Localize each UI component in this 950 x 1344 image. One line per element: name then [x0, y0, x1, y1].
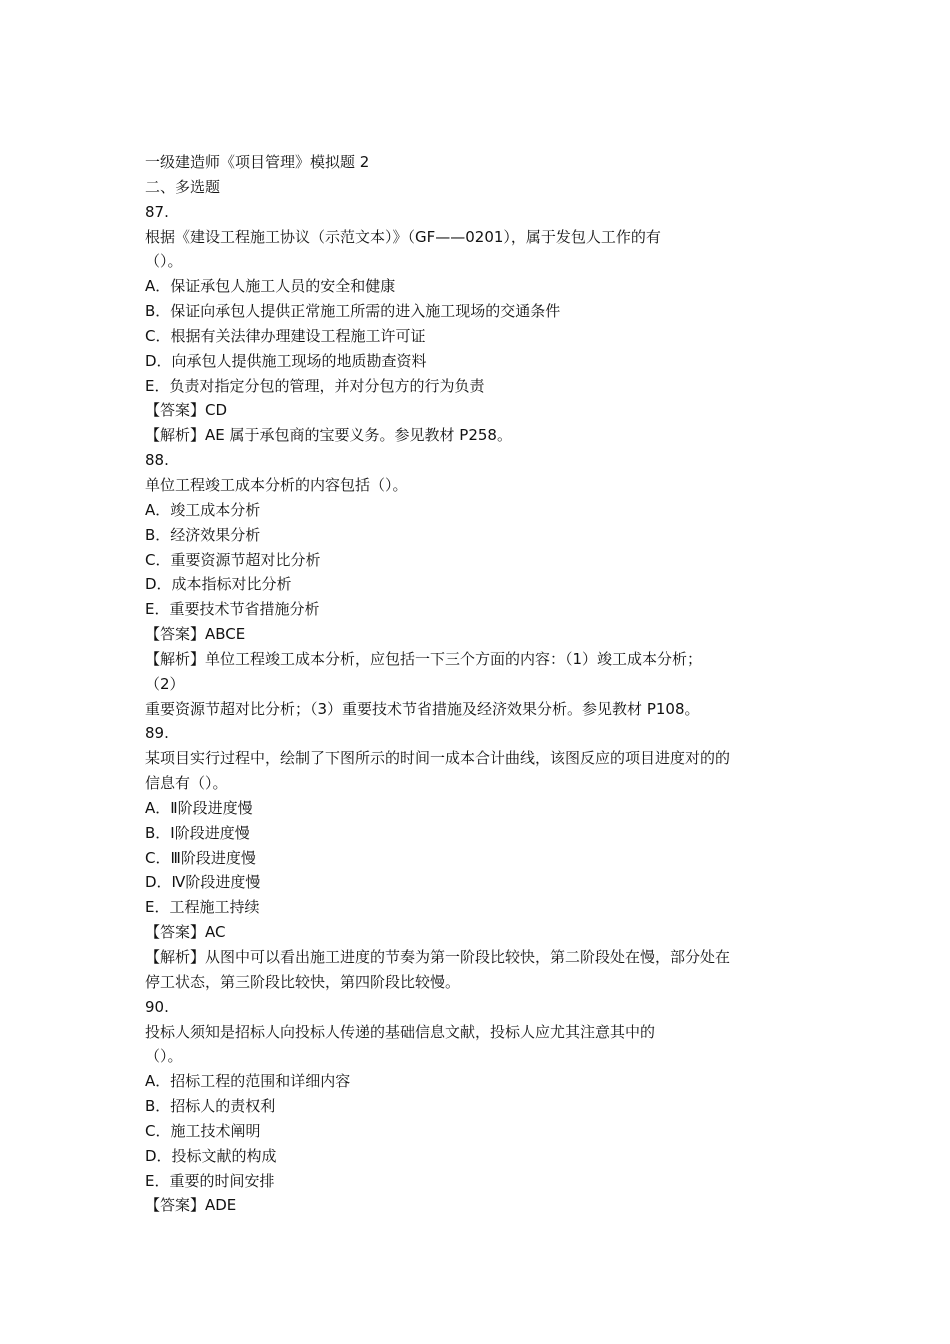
answer: 【答案】CD — [145, 401, 228, 420]
option-e: E．重要技术节省措施分析 — [145, 600, 320, 619]
question-89 — [145, 721, 815, 994]
document-page — [145, 150, 815, 1218]
question-stem: （）。 — [145, 252, 183, 271]
answer: 【答案】ADE — [145, 1196, 237, 1215]
question-87 — [145, 200, 815, 448]
question-number: 89. — [145, 724, 169, 743]
option-b: B．招标人的责权利 — [145, 1097, 276, 1116]
option-e: E．工程施工持续 — [145, 898, 260, 917]
question-stem: （）。 — [145, 1047, 183, 1066]
option-e: E．重要的时间安排 — [145, 1171, 275, 1190]
option-e: E．负责对指定分包的管理，并对分包方的行为负责 — [145, 376, 485, 395]
question-88 — [145, 448, 815, 721]
document-title: 一级建造师《项目管理》模拟题 2 — [145, 153, 370, 171]
option-a: A．竣工成本分析 — [145, 500, 261, 519]
option-b: B．保证向承包人提供正常施工所需的进入施工现场的交通条件 — [145, 302, 561, 321]
option-a: A．Ⅱ阶段进度慢 — [145, 798, 253, 817]
answer: 【答案】ABCE — [145, 625, 246, 644]
analysis: 重要资源节超对比分析；（3）重要技术节省措施及经济效果分析。参见教材 P108。 — [145, 699, 700, 718]
option-c: C．Ⅲ阶段进度慢 — [145, 848, 256, 867]
analysis: 【解析】从图中可以看出施工进度的节奏为第一阶段比较快，第二阶段处在慢，部分处在 — [145, 948, 731, 966]
option-d: D．Ⅳ阶段进度慢 — [145, 873, 261, 892]
analysis: （2） — [145, 674, 185, 693]
option-c: C．重要资源节超对比分析 — [145, 550, 321, 569]
option-a: A．保证承包人施工人员的安全和健康 — [145, 277, 396, 296]
option-d: D．投标文献的构成 — [145, 1146, 277, 1165]
option-b: B．经济效果分析 — [145, 525, 261, 544]
question-number: 87. — [145, 202, 169, 221]
analysis: 停工状态，第三阶段比较快，第四阶段比较慢。 — [145, 972, 461, 991]
section-heading: 二、多选题 — [145, 177, 221, 196]
answer: 【答案】AC — [145, 923, 226, 942]
option-c: C．根据有关法律办理建设工程施工许可证 — [145, 326, 426, 345]
question-stem: 某项目实行过程中，绘制了下图所示的时间一成本合计曲线，该图反应的项目进度对的的 — [145, 749, 731, 768]
question-stem: 信息有（）。 — [145, 774, 228, 793]
option-d: D．成本指标对比分析 — [145, 575, 292, 594]
question-90 — [145, 995, 815, 1219]
question-number: 88. — [145, 451, 169, 470]
question-number: 90. — [145, 997, 169, 1016]
option-b: B．Ⅰ阶段进度慢 — [145, 823, 250, 842]
question-stem: 投标人须知是招标人向投标人传递的基础信息文献，投标人应尤其注意其中的 — [145, 1022, 656, 1041]
analysis: 【解析】单位工程竣工成本分析，应包括一下三个方面的内容：（1）竣工成本分析； — [145, 649, 703, 668]
option-d: D．向承包人提供施工现场的地质勘查资料 — [145, 351, 427, 370]
question-stem: 根据《建设工程施工协议（示范文本）》（GF——0201），属于发包人工作的有 — [145, 227, 661, 246]
option-a: A．招标工程的范围和详细内容 — [145, 1072, 351, 1091]
question-stem: 单位工程竣工成本分析的内容包括（）。 — [145, 475, 408, 494]
analysis: 【解析】AE 属于承包商的宝要义务。参见教材 P258。 — [145, 426, 512, 445]
option-c: C．施工技术阐明 — [145, 1121, 261, 1140]
